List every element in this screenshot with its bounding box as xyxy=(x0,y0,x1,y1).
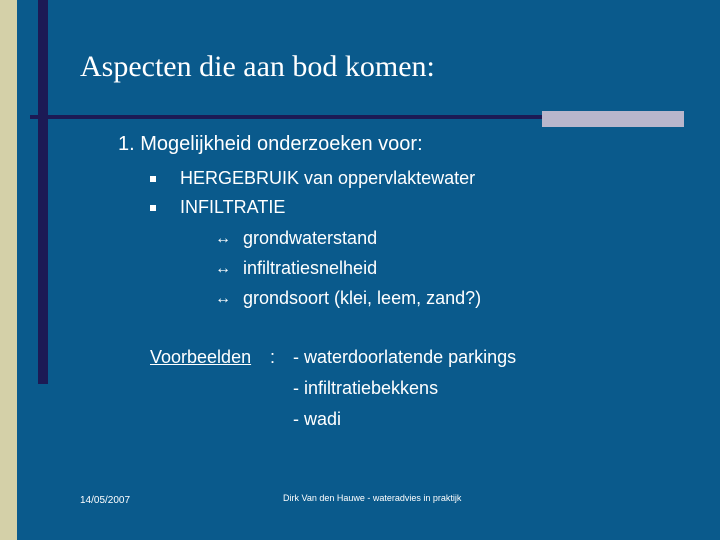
left-right-arrow-icon: ↔ xyxy=(215,289,231,307)
title-underline-rule xyxy=(30,115,542,119)
left-right-arrow-icon: ↔ xyxy=(215,259,231,277)
bullet-item xyxy=(150,168,475,189)
footer-date: 14/05/2007 xyxy=(80,495,131,506)
bullet-text: HERGEBRUIK van oppervlaktewater xyxy=(180,168,476,188)
bullet-item xyxy=(150,197,285,218)
slide-title: Aspecten die aan bod komen: xyxy=(80,50,435,83)
square-bullet-icon xyxy=(150,176,156,182)
square-bullet-icon xyxy=(150,205,156,211)
sub-item xyxy=(215,288,481,309)
left-decor-band xyxy=(0,0,17,540)
examples-label: Voorbeelden xyxy=(150,347,252,367)
sub-item-text: grondsoort (klei, leem, zand?) xyxy=(243,288,482,308)
examples-colon: : xyxy=(270,347,276,367)
sub-item-text: infiltratiesnelheid xyxy=(243,258,378,278)
example-item: - wadi xyxy=(293,409,342,429)
title-accent-block xyxy=(542,111,684,127)
sub-item xyxy=(215,228,377,249)
sub-item xyxy=(215,258,377,279)
example-item: - waterdoorlatende parkings xyxy=(293,347,517,367)
left-right-arrow-icon: ↔ xyxy=(215,229,231,247)
example-item: - infiltratiebekkens xyxy=(293,378,439,398)
sub-item-text: grondwaterstand xyxy=(243,228,378,248)
section-heading: 1. Mogelijkheid onderzoeken voor: xyxy=(118,133,423,155)
footer-author: Dirk Van den Hauwe - wateradvies in praktijk xyxy=(283,493,462,503)
bullet-text: INFILTRATIE xyxy=(180,197,286,217)
left-dark-bar xyxy=(38,0,48,384)
